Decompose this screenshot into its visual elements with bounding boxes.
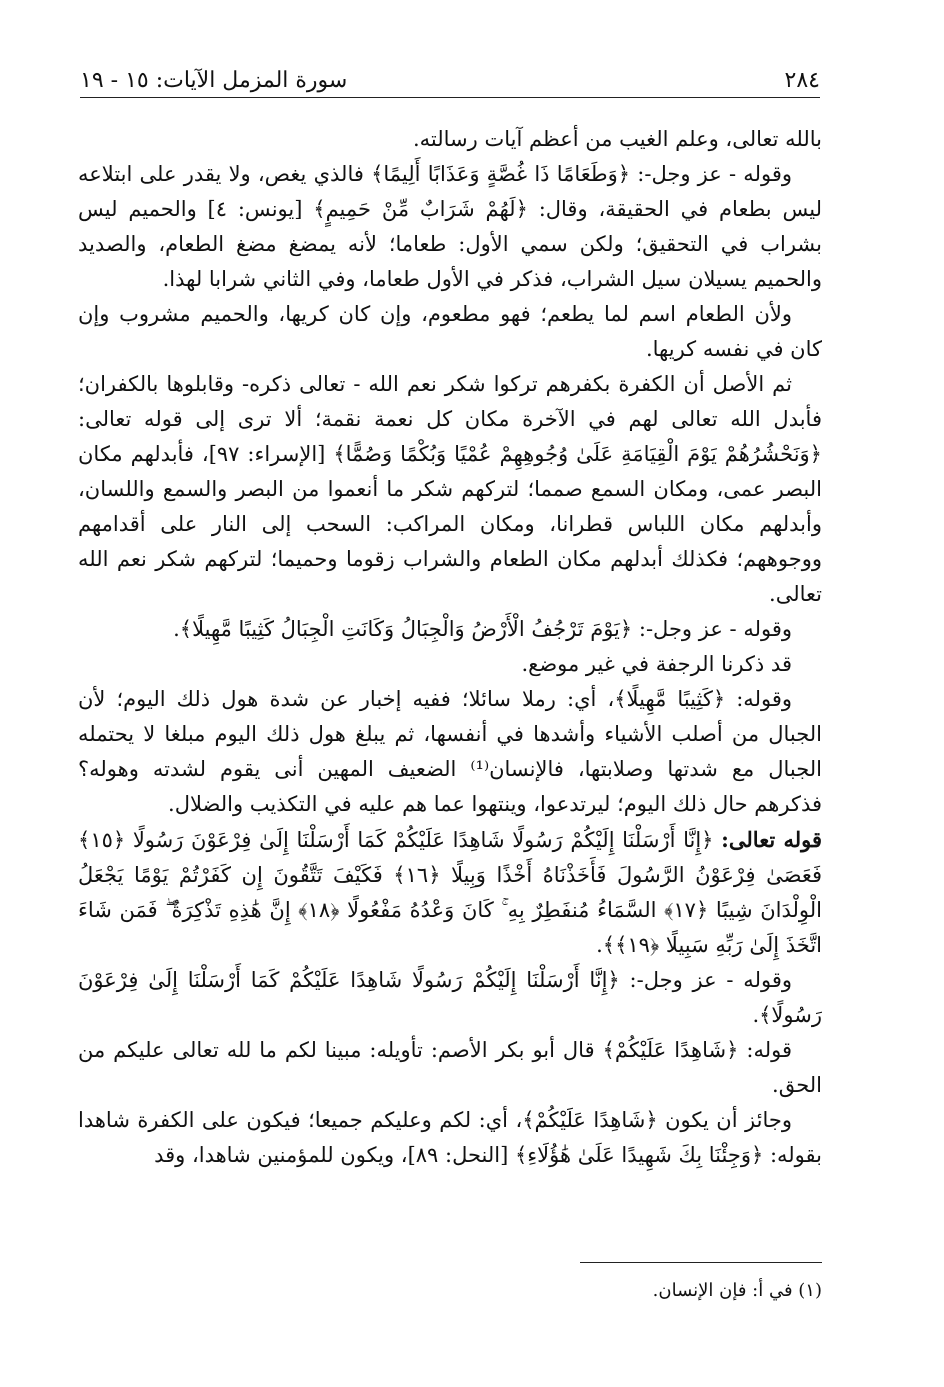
verse-text: ﴿إِنَّا أَرْسَلْنَا إِلَيْكُمْ رَسُولًا شَاهِدًا عَلَيْكُمْ كَمَا أَرْسَلْنَا إِلَىٰ فِرْعَوْنَ رَسُولًا ﴿١٥﴾ فَعَصَىٰ فِرْعَوْنُ الرَّسُولَ فَأَخَذْنَاهُ أَخْذًا وَبِيلًا ﴿١٦﴾ فَكَيْفَ تَتَّقُونَ إِن كَفَرْتُمْ يَوْمًا يَجْعَلُ الْوِلْدَانَ شِيبًا ﴿١٧﴾ السَّمَاءُ مُنفَطِرٌ بِهِ ۚ كَانَ وَعْدُهُ مَفْعُولًا ﴿١٨﴾ إِنَّ هَٰذِهِ تَذْكِرَةٌ ۖ فَمَن شَاءَ اتَّخَذَ إِلَىٰ رَبِّهِ سَبِيلًا ﴿١٩﴾﴾. bbox=[78, 828, 823, 957]
main-text bbox=[78, 122, 822, 1173]
paragraph: ثم الأصل أن الكفرة بكفرهم تركوا شكر نعم الله - تعالى ذكره- وقابلوها بالكفران؛ فأبدل الله تعالى لهم في الآخرة مكان كل نعمة نقمة؛ ألا ترى إلى قوله تعالى: ﴿وَنَحْشُرُهُمْ يَوْمَ الْقِيَامَةِ عَلَىٰ وُجُوهِهِمْ عُمْيًا وَبُكْمًا وَصُمًّا﴾ [الإسراء: ٩٧]، فأبدلهم مكان البصر عمى، ومكان السمع صمما؛ لتركهم شكر ما أنعموا من البصر والسمع واللسان، وأبدلهم مكان اللباس قطرانا، ومكان المراكب: السحب إلى النار على أقدامهم ووجوههم؛ فكذلك أبدلهم مكان الطعام والشراب زقوما وحميما؛ لتركهم شكر نعم الله تعالى. bbox=[78, 372, 822, 606]
paragraph: قوله: ﴿شَاهِدًا عَلَيْكُمْ﴾ قال أبو بكر الأصم: تأويله: مبينا لكم ما لله تعالى عليكم من الحق. bbox=[78, 1038, 822, 1097]
page-number: ٢٨٤ bbox=[784, 68, 820, 93]
paragraph: وقوله - عز وجل-: ﴿وَطَعَامًا ذَا غُصَّةٍ وَعَذَابًا أَلِيمًا﴾ فالذي يغص، ولا يقدر على ابتلاعه ليس بطعام في الحقيقة، وقال: ﴿لَهُمْ شَرَابٌ مِّنْ حَمِيمٍ﴾ [يونس: ٤] والحميم ليس بشراب في التحقيق؛ ولكن سمي الأول: طعاما؛ لأنه يمضغ مضغ الطعام، والصديد والحميم يسيلان سيل الشراب، فذكر في الأول طعاما، وفي الثاني شرابا لهذا. bbox=[78, 162, 822, 291]
paragraph: قد ذكرنا الرجفة في غير موضع. bbox=[521, 652, 792, 676]
paragraph: وقوله - عز وجل-: ﴿إِنَّا أَرْسَلْنَا إِلَيْكُمْ رَسُولًا شَاهِدًا عَلَيْكُمْ كَمَا أَرْسَلْنَا إِلَىٰ فِرْعَوْنَ رَسُولًا﴾. bbox=[78, 968, 822, 1027]
paragraph: ولأن الطعام اسم لما يطعم؛ فهو مطعوم، وإن كان كريها، والحميم مشروب وإن كان في نفسه كريها. bbox=[78, 302, 822, 361]
verse-label: قوله تعالى: bbox=[721, 827, 822, 852]
paragraph: وجائز أن يكون ﴿شَاهِدًا عَلَيْكُمْ﴾، أي: لكم وعليكم جميعا؛ فيكون على الكفرة شاهدا بقوله: ﴿وَجِئْنَا بِكَ شَهِيدًا عَلَىٰ هَٰؤُلَاءِ﴾ [النحل: ٨٩]، ويكون للمؤمنين شاهدا، وقد bbox=[78, 1108, 822, 1167]
paragraph: بالله تعالى، وعلم الغيب من أعظم آيات رسالته. bbox=[412, 127, 822, 151]
footnote-divider bbox=[580, 1262, 822, 1263]
paragraph: وقوله - عز وجل-: ﴿يَوْمَ تَرْجُفُ الْأَرْضُ وَالْجِبَالُ وَكَانَتِ الْجِبَالُ كَثِيبًا مَّهِيلًا﴾. bbox=[173, 617, 792, 641]
page-header bbox=[80, 58, 820, 98]
footnote: (١) في أ: فإن الإنسان. bbox=[652, 1280, 822, 1301]
paragraph: وقوله: ﴿كَثِيبًا مَّهِيلًا﴾، أي: رملا سائلا؛ ففيه إخبار عن شدة هول ذلك اليوم؛ لأن الجبال من أصلب الأشياء وأشدها في أنفسها، ثم يبلغ هول ذلك اليوم مبلغا لا يحتمله الجبال مع شدتها وصلابتها، فالإنسان⁽¹⁾ الضعيف المهين أنى يقوم لشدته وهوله؟ فذكرهم حال ذلك اليوم؛ ليرتدعوا، وينتهوا عما هم عليه في التكذيب والضلال. bbox=[78, 687, 822, 816]
verse-block bbox=[78, 822, 822, 963]
running-title: سورة المزمل الآيات: ١٥ - ١٩ bbox=[80, 68, 348, 93]
